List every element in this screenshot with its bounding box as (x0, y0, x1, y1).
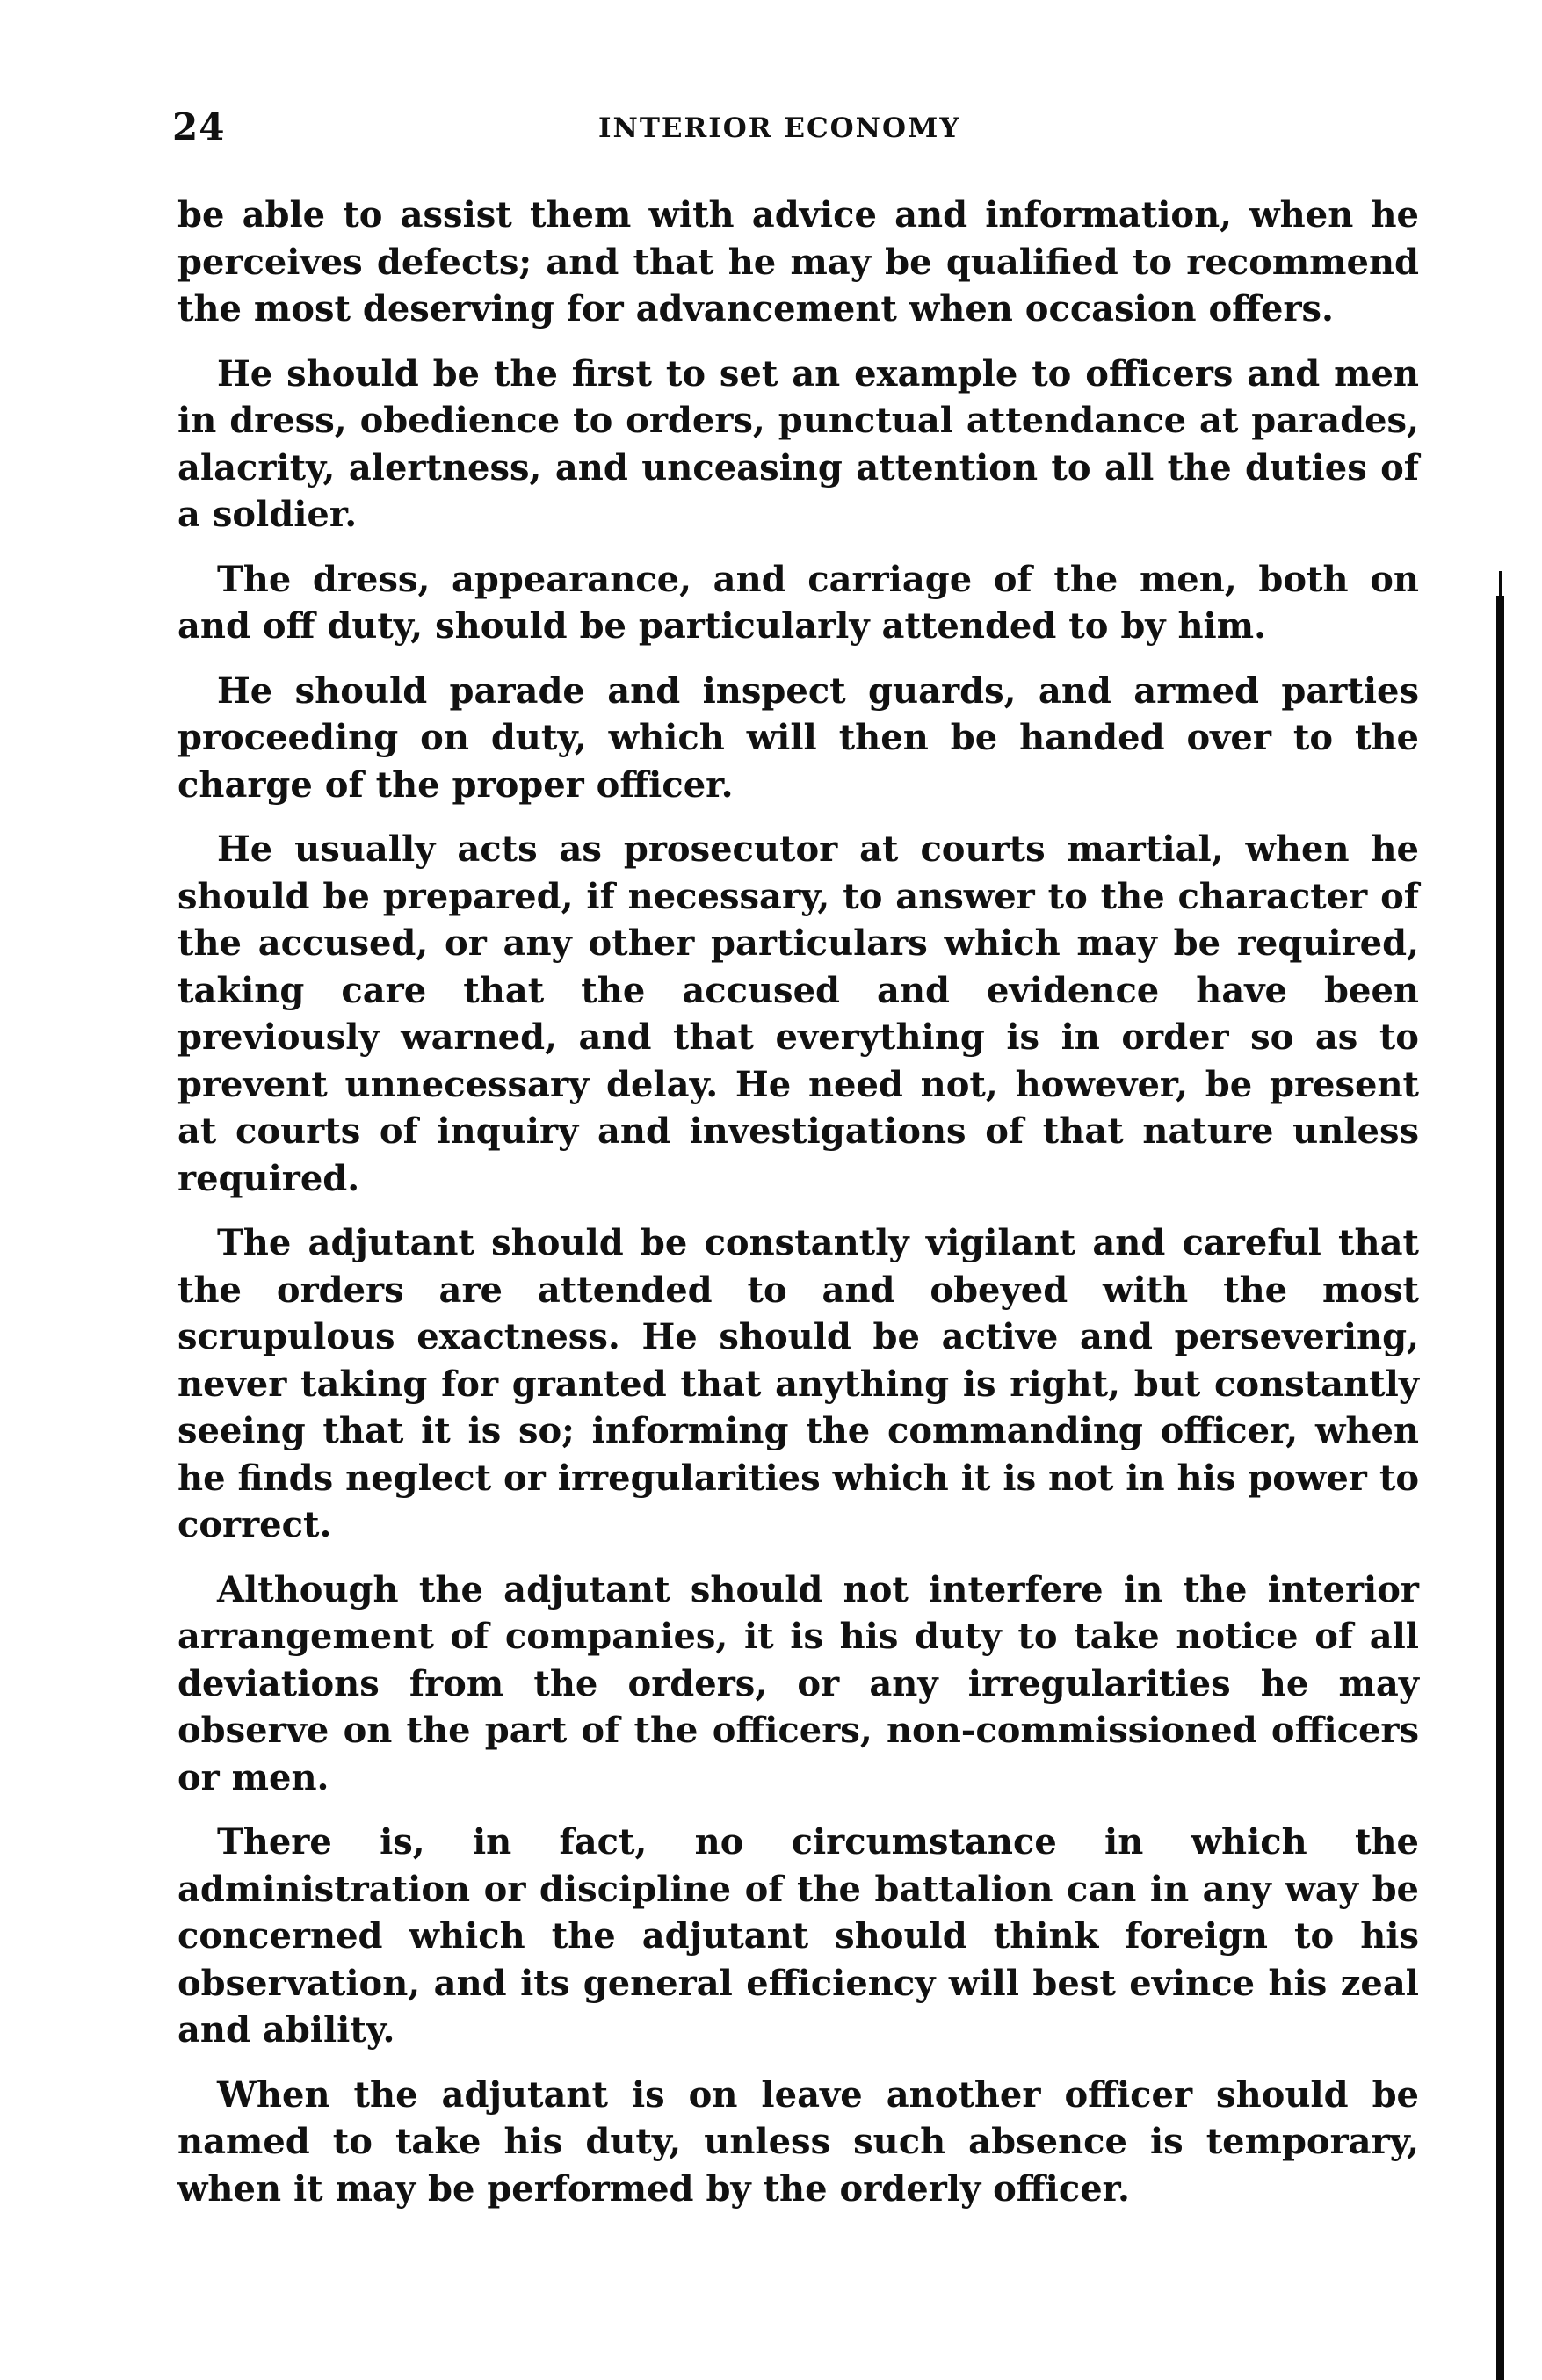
paragraph-vigilant: The adjutant should be constantly vigilant and careful that the orders are attended to and obeyed with the most scrupulous exactness. He should be active and persevering, never taking for granted that anything is right, but constantly seeing that it is so; informing the commanding officer, when he finds neglect or irregularities which it is not in his power to correct. (177, 1222, 1419, 1545)
scan-edge-rule (1496, 596, 1504, 2380)
paragraph-dress-appearance: The dress, appearance, and carriage of the men, both on and off duty, should be particularly attended to by him. (177, 558, 1419, 647)
running-title: INTERIOR ECONOMY (598, 112, 961, 144)
paragraph-parade-guards: He should parade and inspect guards, and armed parties proceeding on duty, which will then be handed over to the charge of the proper officer. (177, 669, 1419, 806)
paragraph-continuation: be able to assist them with advice and information, when he perceives defects; and that he may be qualified to recommend the most deserving for advancement when occasion offers. (177, 194, 1419, 329)
running-head (172, 105, 1402, 158)
body-text (177, 192, 1419, 2230)
paragraph-interior-arrangement: Although the adjutant should not interfere in the interior arrangement of companies, it is his duty to take notice of all deviations from the orders, or any irregularities he may observe on the part of the officers, non-commissioned officers or men. (177, 1568, 1419, 1798)
paragraph-administration: There is, in fact, no circumstance in which the administration or discipline of the battalion can in any way be concerned which the adjutant should think foreign to his observation, and its general efficiency will best evince his zeal and ability. (177, 1821, 1419, 2051)
paragraph-on-leave: When the adjutant is on leave another officer should be named to take his duty, unless such absence is temporary, when it may be performed by the orderly officer. (177, 2073, 1419, 2210)
paragraph-prosecutor: He usually acts as prosecutor at courts martial, when he should be prepared, if necessary, to answer to the character of the accused, or any other particulars which may be required, taking care that the accused and evidence have been previously warned, and that everything is in order so as to prevent unnecessary delay. He need not, however, be present at courts of inquiry and investigations of that nature unless required. (177, 828, 1419, 1199)
paragraph-set-example: He should be the first to set an example to officers and men in dress, obedience to orders, punctual attendance at parades, alacrity, alertness, and unceasing attention to all the duties of a soldier. (177, 352, 1419, 535)
page-number: 24 (172, 105, 226, 148)
